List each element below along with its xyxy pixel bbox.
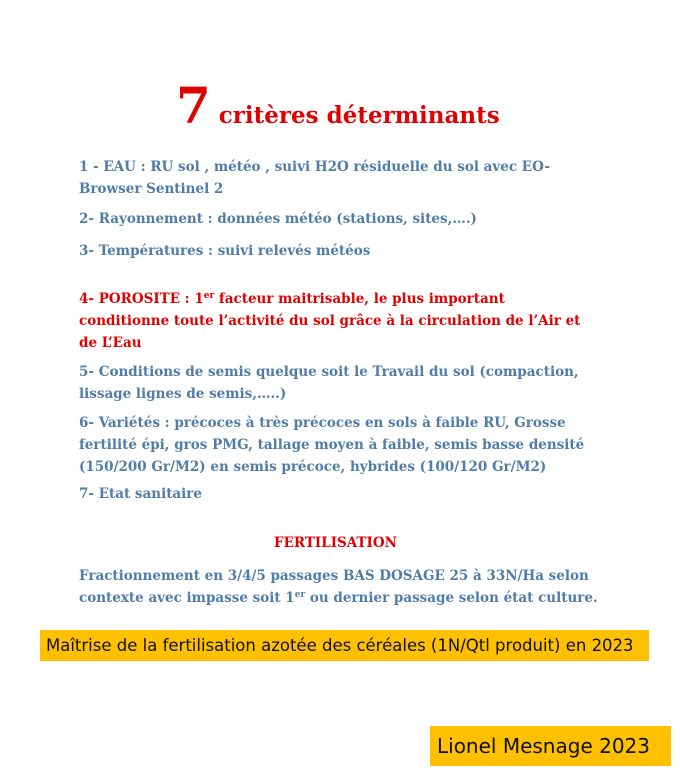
fertilisation-prefix: Fractionnement en 3/4/5 passages BAS DOSAGE 25 à 33N/Ha selon contexte avec impasse soit 1	[79, 568, 589, 606]
criterion-5: 5- Conditions de semis quelque soit le Travail du sol (compaction, lissage lignes de semis,…..)	[79, 364, 579, 402]
criterion-4-prefix: 4- POROSITE : 1	[79, 291, 204, 307]
title-text: critères déterminants	[218, 102, 500, 129]
criterion-3: 3- Températures : suivi relevés météos	[79, 243, 371, 259]
fertilisation-text	[79, 565, 599, 609]
page-title	[176, 76, 500, 136]
criterion-1: 1 - EAU : RU sol , météo , suivi H2O résiduelle du sol avec EO-Browser Sentinel 2	[79, 159, 550, 197]
criterion-6: 6- Variétés : précoces à très précoces en sols à faible RU, Grosse fertilité épi, gros PMG, tallage moyen à faible, semis basse densité (150/200 Gr/M2) en semis précoce, hybrides (100/120 Gr/M2)	[79, 415, 585, 475]
author-label: Lionel Mesnage 2023	[430, 726, 671, 766]
fertilisation-sup: er	[294, 590, 306, 600]
criterion-4-sup: er	[203, 291, 215, 301]
fertilisation-suffix: ou dernier passage selon état culture.	[305, 590, 598, 606]
title-number: 7	[176, 76, 211, 135]
fertilisation-heading: FERTILISATION	[274, 535, 397, 551]
criterion-4	[79, 288, 599, 354]
criterion-2: 2- Rayonnement : données météo (stations, sites,….)	[79, 211, 477, 227]
criterion-7: 7- Etat sanitaire	[79, 486, 203, 502]
fertilisation-banner: Maîtrise de la fertilisation azotée des céréales (1N/Qtl produit) en 2023	[40, 630, 649, 661]
criterion-4-text: facteur maitrisable, le plus important conditionne toute l’activité du sol grâce à la circulation de l’Air et de L’Eau	[79, 291, 581, 351]
